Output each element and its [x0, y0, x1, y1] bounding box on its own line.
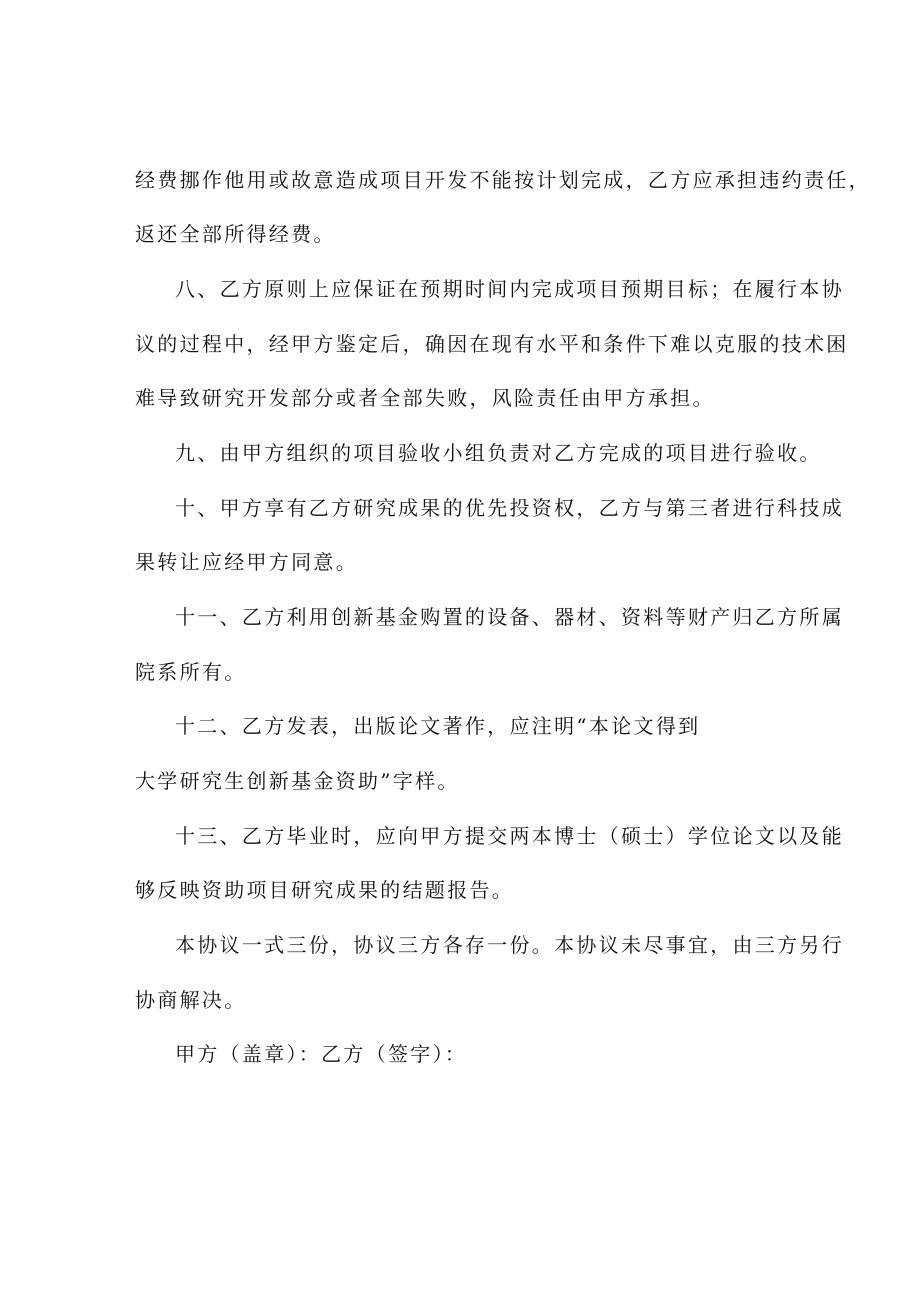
text-line: 果转让应经甲方同意。	[135, 550, 358, 574]
text-line: 本协议一式三份，协议三方各存一份。本协议未尽事宜，由三方另行	[175, 933, 844, 957]
text-line: 十二、乙方发表，出版论文著作，应注明“本论文得到	[175, 714, 701, 738]
text-line: 议的过程中，经甲方鉴定后，确因在现有水平和条件下难以克服的技术困	[135, 332, 849, 356]
text-line: 十、甲方享有乙方研究成果的优先投资权，乙方与第三者进行科技成	[175, 496, 844, 520]
signature-line: 甲方（盖章）：乙方（签字）：	[175, 1042, 468, 1066]
text-line: 返还全部所得经费。	[135, 222, 336, 246]
text-line: 八、乙方原则上应保证在预期时间内完成项目预期目标；在履行本协	[175, 277, 844, 301]
text-line: 够反映资助项目研究成果的结题报告。	[135, 878, 515, 902]
text-line: 十三、乙方毕业时，应向甲方提交两本博士（硕士）学位论文以及能	[175, 824, 844, 848]
text-line: 协商解决。	[135, 988, 247, 1012]
text-line: 经费挪作他用或故意造成项目开发不能按计划完成，乙方应承担违约责任，	[135, 168, 871, 192]
text-line: 院系所有。	[135, 660, 247, 684]
text-line: 十一、乙方利用创新基金购置的设备、器材、资料等财产归乙方所属	[175, 605, 844, 629]
text-line: 难导致研究开发部分或者全部失败，风险责任由甲方承担。	[135, 386, 715, 410]
text-line: 大学研究生创新基金资助”字样。	[135, 769, 460, 793]
text-line: 九、由甲方组织的项目验收小组负责对乙方完成的项目进行验收。	[175, 441, 822, 465]
